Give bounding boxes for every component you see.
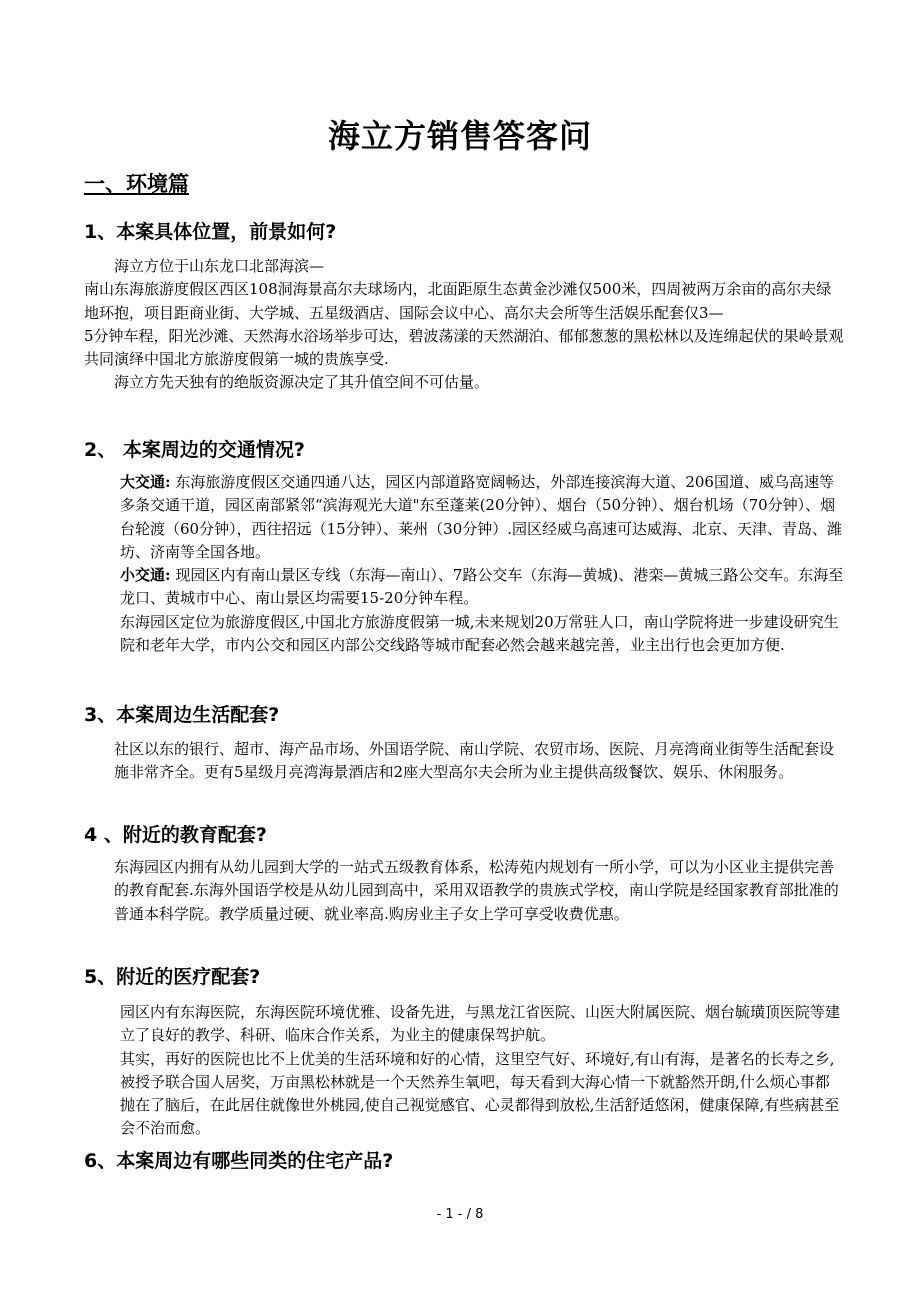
section-heading-environment: 一、环境篇	[84, 172, 189, 196]
paragraph: 5分钟车程，阳光沙滩、天然海水浴场举步可达，碧波荡漾的天然湖泊、郁郁葱葱的黑松林以及连绵起伏的果岭景观共同演绎中国北方旅游度假第一城的贵族享受.	[84, 326, 844, 369]
page-number: - 1 - / 8	[436, 1207, 484, 1222]
paragraph: 其实，再好的医院也比不上优美的生活环境和好的心情，这里空气好、环境好,有山有海，是著名的长寿之乡,被授予联合国人居奖，万亩黑松林就是一个天然养生氧吧，每天看到大海心情一下就豁然开朗,什么烦心事都抛在了脑后，在此居住就像世外桃园,使自己视觉感官、心灵都得到放松,生活舒适悠闲，健康保障,有些病甚至会不治而愈。	[120, 1049, 840, 1138]
big-traffic-text: 东海旅游度假区交通四通八达，园区内部道路宽阔畅达，外部连接滨海大道、206国道、威乌高速等多条交通干道，园区南部紧邻“滨海观光大道"东至蓬莱(20分钟）、烟台（50分钟）、烟台机场（70分钟）、烟台轮渡（60分钟），西往招远（15分钟）、莱州（30分钟）.园区经威乌高速可达威海、北京、天津、青岛、潍坊、济南等全国各地。	[120, 473, 843, 561]
small-traffic-label: 小交通:	[120, 566, 171, 585]
paragraph: 东海园区内拥有从幼儿园到大学的一站式五级教育体系，松涛苑内规划有一所小学，可以为小区业主提供完善的教育配套.东海外国语学校是从幼儿园到高中，采用双语教学的贵族式学校，南山学院是经国家教育部批准的普通本科学院。教学质量过硬、就业率高.购房业主子女上学可享受收费优惠。	[114, 858, 839, 923]
paragraph: 南山东海旅游度假区西区108洞海景高尔夫球场内，北面距原生态黄金沙滩仅500米，四周被两万余亩的高尔夫绿地环抱，项目距商业街、大学城、五星级酒店、国际会议中心、高尔夫会所等生活娱乐配套仅3—	[84, 280, 832, 322]
page-title: 海立方销售答客问	[327, 117, 592, 155]
paragraph: 海立方位于山东龙口北部海滨—	[114, 257, 325, 275]
question-4-answer	[84, 856, 844, 926]
question-1-answer	[84, 255, 844, 395]
big-traffic-label: 大交通:	[120, 473, 171, 491]
question-5-heading: 5、附近的医疗配套?	[84, 966, 261, 988]
paragraph	[84, 564, 844, 611]
question-1-heading: 1、本案具体位置，前景如何?	[84, 221, 337, 243]
small-traffic-text: 现园区内有南山景区专线（东海—南山）、7路公交车（东海—黄城)、港栾—黄城三路公交车。东海至龙口、黄城市中心、南山景区均需要15-20分钟车程。	[120, 566, 844, 608]
question-2-answer	[84, 471, 844, 657]
question-4-heading: 4 、附近的教育配套?	[84, 824, 267, 846]
question-5-answer	[84, 1001, 844, 1141]
question-6-heading: 6、本案周边有哪些同类的住宅产品?	[84, 1150, 394, 1172]
paragraph: 海立方先天独有的绝版资源决定了其升值空间不可估量。	[114, 373, 490, 392]
question-3-heading: 3、本案周边生活配套?	[84, 704, 280, 726]
paragraph: 东海园区定位为旅游度假区,中国北方旅游度假第一城,未来规划20万常驻人口，南山学院将进一步建设研究生院和老年大学，市内公交和园区内部公交线路等城市配套必然会越来越完善，业主出行也会更加方便.	[120, 612, 839, 655]
paragraph: 园区内有东海医院，东海医院环境优雅、设备先进，与黑龙江省医院、山医大附属医院、烟台毓璜顶医院等建立了良好的教学、科研、临床合作关系，为业主的健康保驾护航。	[120, 1003, 841, 1045]
paragraph: 社区以东的银行、超市、海产品市场、外国语学院、南山学院、农贸市场、医院、月亮湾商业街等生活配套设施非常齐全。更有5星级月亮湾海景酒店和2座大型高尔夫会所为业主提供高级餐饮、娱乐、休闲服务。	[114, 740, 835, 782]
question-2-heading: 2、 本案周边的交通情况?	[84, 439, 305, 461]
paragraph	[84, 471, 844, 564]
question-3-answer	[84, 738, 844, 785]
